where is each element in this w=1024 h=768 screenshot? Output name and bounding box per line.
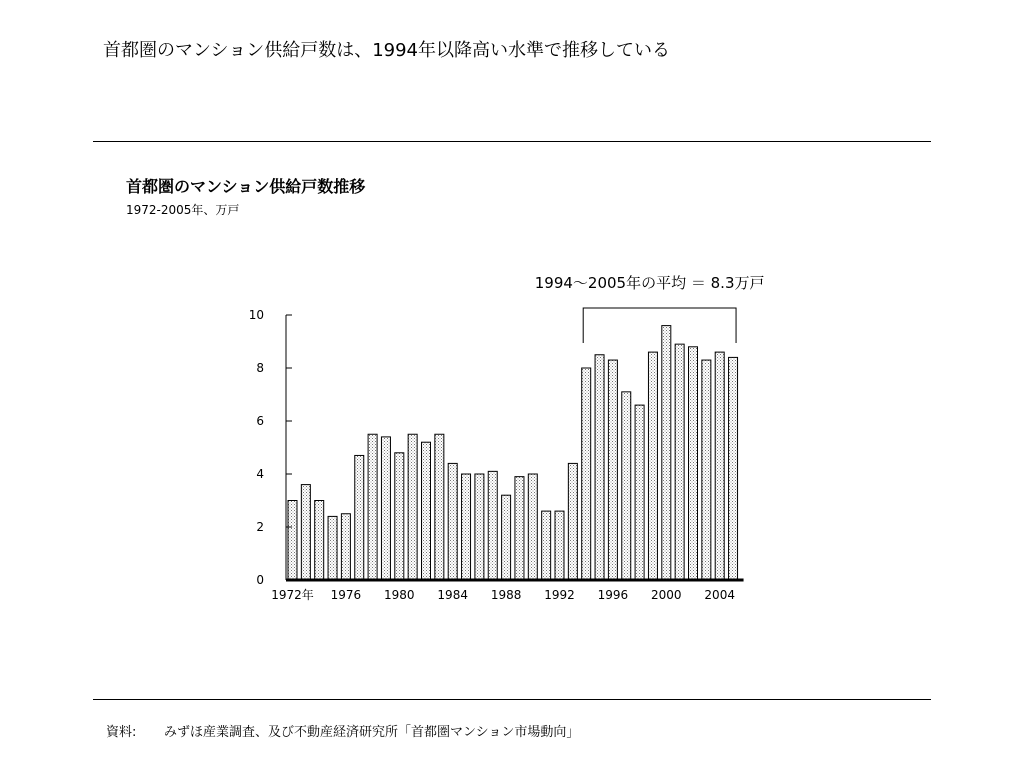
y-tick-label-2: 2 bbox=[256, 520, 264, 534]
bar-1980 bbox=[395, 453, 404, 580]
bar-2004 bbox=[715, 352, 724, 580]
bar-1972 bbox=[288, 501, 297, 581]
bar-1995 bbox=[595, 355, 604, 580]
bar-1988 bbox=[502, 495, 511, 580]
y-axis bbox=[249, 308, 292, 587]
x-tick-label-1984: 1984 bbox=[437, 588, 468, 602]
bars-group bbox=[288, 326, 738, 580]
y-tick-label-6: 6 bbox=[256, 414, 264, 428]
bar-1997 bbox=[622, 392, 631, 580]
bar-1990 bbox=[528, 474, 537, 580]
bar-1992 bbox=[555, 511, 564, 580]
bar-1999 bbox=[648, 352, 657, 580]
headline: 首都圏のマンション供給戸数は、1994年以降高い水準で推移している bbox=[103, 40, 670, 61]
average-label: 1994～2005年の平均 ＝ 8.3万戸 bbox=[534, 274, 765, 292]
y-tick-label-4: 4 bbox=[256, 467, 264, 481]
x-tick-label-1992: 1992 bbox=[544, 588, 575, 602]
bar-1981 bbox=[408, 434, 417, 580]
bar-1979 bbox=[381, 437, 390, 580]
bar-2003 bbox=[702, 360, 711, 580]
bar-1991 bbox=[542, 511, 551, 580]
bar-1983 bbox=[435, 434, 444, 580]
bar-2001 bbox=[675, 344, 684, 580]
bar-1986 bbox=[475, 474, 484, 580]
y-tick-label-8: 8 bbox=[256, 361, 264, 375]
y-tick-label-10: 10 bbox=[248, 308, 264, 322]
bar-1984 bbox=[448, 463, 457, 580]
bar-1982 bbox=[422, 442, 431, 580]
bar-1974 bbox=[315, 501, 324, 581]
bar-2005 bbox=[729, 357, 738, 580]
x-tick-label-1996: 1996 bbox=[597, 588, 629, 602]
chart-subtitle: 1972-2005年、万戸 bbox=[126, 203, 240, 217]
x-tick-label-1972: 1972年 bbox=[271, 588, 314, 602]
average-bracket bbox=[583, 308, 736, 343]
bar-1987 bbox=[488, 471, 497, 580]
bar-1989 bbox=[515, 477, 524, 580]
x-tick-label-1976: 1976 bbox=[330, 588, 362, 602]
x-tick-label-1980: 1980 bbox=[384, 588, 415, 602]
bar-1998 bbox=[635, 405, 644, 580]
x-tick-label-2000: 2000 bbox=[651, 588, 682, 602]
bottom-divider bbox=[93, 699, 931, 700]
x-tick-label-2004: 2004 bbox=[704, 588, 735, 602]
bar-2000 bbox=[662, 326, 671, 580]
source-text: みずほ産業調査、及び不動産経済研究所「首都圏マンション市場動向」 bbox=[164, 725, 580, 740]
y-tick-label-0: 0 bbox=[256, 573, 264, 587]
bar-1985 bbox=[462, 474, 471, 580]
bar-2002 bbox=[689, 347, 698, 580]
chart-title: 首都圏のマンション供給戸数推移 bbox=[126, 177, 366, 196]
x-tick-label-1988: 1988 bbox=[490, 588, 522, 602]
bar-1994 bbox=[582, 368, 591, 580]
bar-1975 bbox=[328, 516, 337, 580]
bar-1977 bbox=[355, 455, 364, 580]
bar-1973 bbox=[301, 485, 310, 580]
source-note bbox=[106, 721, 579, 740]
source-label: 資料: bbox=[106, 725, 137, 740]
average-annotation bbox=[535, 274, 765, 343]
bar-1996 bbox=[608, 360, 617, 580]
bar-1976 bbox=[341, 514, 350, 580]
x-axis bbox=[271, 580, 743, 602]
bar-1978 bbox=[368, 434, 377, 580]
bar-1993 bbox=[568, 463, 577, 580]
